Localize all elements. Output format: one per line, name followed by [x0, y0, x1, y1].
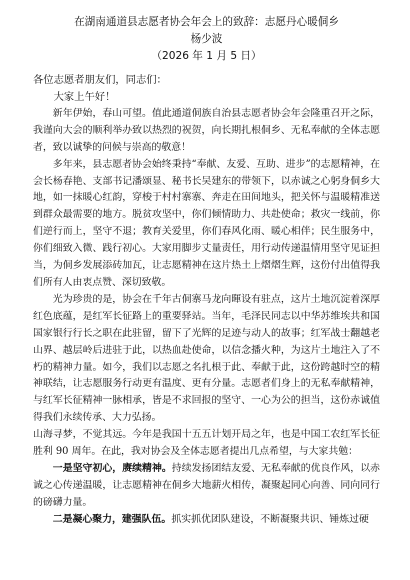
- greeting: 大家上午好！: [53, 91, 116, 103]
- document-date: （2026 年 1 月 5 日）: [151, 50, 262, 62]
- document-header: [33, 14, 380, 65]
- point-two-text: 抓实抓优团队建设，不断凝聚共识、锤炼过硬: [171, 513, 369, 525]
- paragraph: 新年伊始，春山可望。值此通道侗族自治县志愿者协会年会隆重召开之际，我谨向大会的顺利举办致以热烈的祝贺，向长期扎根侗乡、无私奉献的全体志愿者，致以诚挚的问候与崇高的敬意！: [33, 107, 380, 153]
- point-two-lead: 二是凝心聚力，建强队伍。: [52, 513, 172, 525]
- paragraph: 光为珍贵的是，协会在千年古侗寨马龙向暉设有驻点，这片土地沉淀着深厚红色底蕴，是红军长征路上的重要驿站。当年，毛泽民同志以中华苏维埃共和国国家银行行长之职在此驻留，留下了光辉的足迹与动人的故事；红军战士翻越老山界、越层岭后进驻于此，以热血赴使命，以信念播火种，为这片土地注入了不朽的精神力量。如今，我们以志愿之名扎根于此、奉献于此，这份跨越时空的精神联结，让志愿服务行动更有温度、更有分量。志愿者们身上的无私奉献精神，与红军长征精神一脉相承，皆是不求回报的坚守、一心为公的担当，这份赤诚值得我们永续传承、大力弘扬。: [33, 293, 380, 424]
- document-title: 在湖南通道县志愿者协会年会上的致辞：志愿丹心暖侗乡: [74, 16, 339, 28]
- paragraph: 多年来，县志愿者协会始终秉持“奉献、友爱、互助、进步”的志愿精神，在会长杨春艳、支部书记潘颂显、秘书长吴建东的带领下，以赤诚之心躬身侗乡大地，如一抹暖心红韵，穿梭于村村寨寨、奔走在田间地头，把关怀与温暖精准送到群众最需要的地方。脱贫攻坚中，你们倾情助力、共赴使命；救灾一线前，你们逆行而上，坚守不退；教育关爱里，你们春风化雨、暖心相伴；民生服务中，你们细致入微、践行初心。大家用脚步丈量责任，用行动传递温情用坚守见证担当，为侗乡发展添砖加瓦，让志愿精神在这片热土上熠熠生辉，这份付出值得我们所有人由衷点赞、深切致敬。: [33, 158, 380, 288]
- wishes-intro: 山海寻梦，不觉其远。今年是我国十五五计划开局之年，也是中国工农红军长征胜利 90 周年。在此，我对协会及全体志愿者提出几点希望，与大家共勉：: [33, 429, 380, 458]
- point-two: [33, 512, 380, 529]
- document-author: 杨少波: [190, 33, 223, 45]
- salutation: 各位志愿者朋友们，同志们：: [33, 74, 167, 86]
- point-one-lead: 一是坚守初心，赓续精神。: [52, 462, 172, 474]
- point-one-text: 持续发扬团结友爱、无私奉献的优良作风，以赤诚之心传递温暖，让志愿精神在侗乡大地薪火相传，凝聚起同心向善、同向同行的磅礴力量。: [33, 462, 380, 508]
- point-one: [33, 461, 380, 512]
